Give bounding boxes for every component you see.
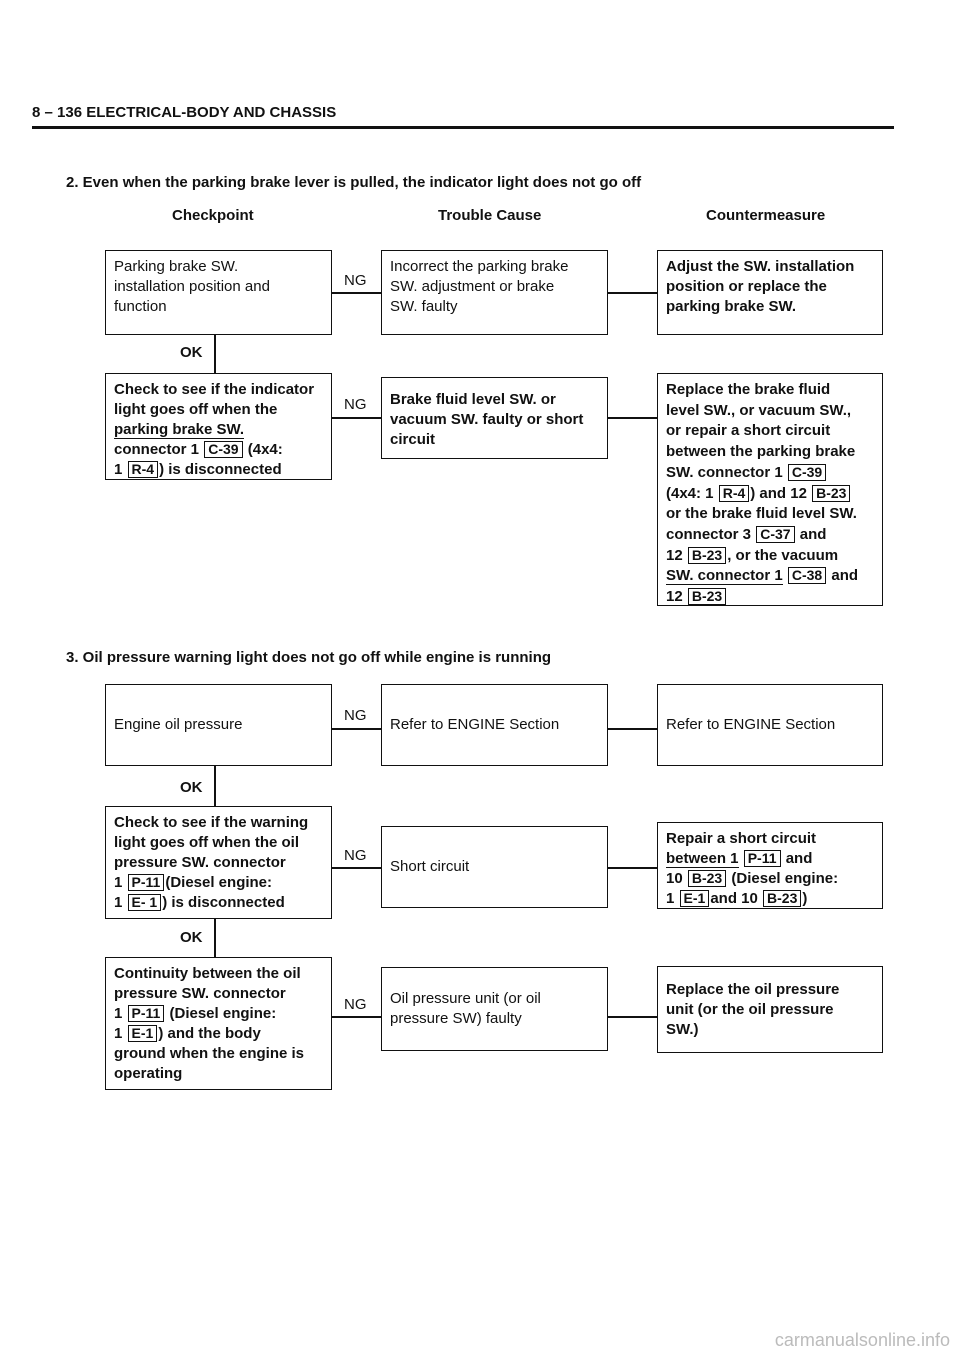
connector-ref: B-23 <box>763 890 801 907</box>
s2-row2-cause-line: vacuum SW. faulty or short <box>390 411 584 428</box>
connector-ref: R-4 <box>719 485 750 502</box>
s3-row2-countermeasure-line <box>666 869 874 889</box>
s3-row3-checkpoint-line <box>114 1004 323 1024</box>
s2-row2-countermeasure-line <box>666 546 874 567</box>
s2-row2-text: parking brake SW. <box>114 421 245 438</box>
s2-row1-ng-label: NG <box>344 272 367 289</box>
s3-row3-text: (Diesel engine: <box>169 1005 277 1022</box>
s3-row2-ng-label: NG <box>344 847 367 864</box>
s3-row1-ng-label: NG <box>344 707 367 724</box>
s3-row3-countermeasure-lines <box>666 980 839 1040</box>
s3-row3-ng-label: NG <box>344 996 367 1013</box>
s3-row2-ng-connector <box>332 867 381 869</box>
s2-row2-countermeasure-line: or repair a short circuit <box>666 422 831 440</box>
s3-row3-checkpoint-line: pressure SW. connector <box>114 985 286 1002</box>
s3-ok1-label: OK <box>180 779 203 796</box>
s3-row2-measure-text: and <box>785 850 813 867</box>
s3-ok2-label: OK <box>180 929 203 946</box>
connector-ref: P-11 <box>128 1005 165 1022</box>
s2-row2-text: connector 1 <box>114 441 200 458</box>
s2-row2-countermeasure-line <box>666 484 874 505</box>
s2-row1-cause-line: SW. faulty <box>390 298 458 315</box>
s2-ok-connector <box>214 335 216 373</box>
s3-ok2-connector <box>214 919 216 957</box>
s3-row1-checkpoint-text: Engine oil pressure <box>114 716 243 733</box>
s3-row2-measure-text: 1 <box>666 890 675 907</box>
s2-row1-cause-line: Incorrect the parking brake <box>390 258 569 275</box>
s3-row2-checkpoint-line: pressure SW. connector <box>114 854 286 871</box>
s3-row2-checkpoint-line: light goes off when the oil <box>114 834 299 851</box>
s2-row2-cause-line: Brake fluid level SW. or <box>390 391 556 408</box>
s2-row2-result-connector <box>608 417 657 419</box>
s2-row1-checkpoint-line: Parking brake SW. <box>114 258 239 275</box>
s2-row2-countermeasure-box <box>657 373 883 606</box>
s3-row3-cause-line: pressure SW) faulty <box>390 1010 522 1027</box>
s2-row1-countermeasure-line: position or replace the <box>666 278 827 295</box>
s3-row2-text: 1 <box>114 894 123 911</box>
s2-row2-countermeasure-line <box>666 463 874 484</box>
s3-row3-cause-line: Oil pressure unit (or oil <box>390 990 541 1007</box>
connector-ref: P-11 <box>744 850 781 867</box>
s2-row2-measure-text: 12 <box>666 588 683 606</box>
s3-row2-countermeasure-line <box>666 849 874 869</box>
connector-ref: B-23 <box>812 485 850 502</box>
s3-row2-measure-text: ) <box>802 890 808 907</box>
s3-row3-checkpoint-box <box>105 957 332 1090</box>
s3-row1-cause-text: Refer to ENGINE Section <box>390 716 560 733</box>
connector-ref: C-39 <box>204 441 242 458</box>
s3-row1-checkpoint-box <box>105 684 332 766</box>
connector-ref: E-1 <box>680 890 710 907</box>
s3-row3-text: 1 <box>114 1005 123 1022</box>
s3-row3-checkpoint-line: Continuity between the oil <box>114 965 301 982</box>
s3-row3-countermeasure-box <box>657 966 883 1053</box>
s2-row2-countermeasure-line: between the parking brake <box>666 443 856 461</box>
watermark-text: carmanualsonline.info <box>774 1330 950 1350</box>
s2-row1-cause-box <box>381 250 608 335</box>
connector-ref: C-38 <box>788 567 826 584</box>
s3-row3-checkpoint-line: ground when the engine is <box>114 1045 305 1062</box>
s3-row2-text: (Diesel engine: <box>165 874 273 891</box>
s2-row2-measure-text: ) and 12 <box>750 484 807 502</box>
s3-row3-text: 1 <box>114 1025 123 1042</box>
s2-row1-checkpoint-line: installation position and <box>114 278 270 295</box>
s2-row1-checkpoint-box <box>105 250 332 335</box>
s3-row3-ng-connector <box>332 1016 381 1018</box>
s2-row2-text: 1 <box>114 461 123 478</box>
section-3-title: 3. Oil pressure warning light does not go off while engine is running <box>66 649 552 666</box>
s2-row2-countermeasure-line <box>666 587 874 608</box>
s2-row2-ng-connector <box>332 417 381 419</box>
s2-row2-countermeasure-line <box>666 566 874 587</box>
connector-ref: C-37 <box>756 526 794 543</box>
s3-row2-countermeasure-line: Repair a short circuit <box>666 830 817 847</box>
s3-row3-cause-lines <box>390 989 541 1029</box>
s2-row2-cause-box <box>381 377 608 459</box>
s3-row1-countermeasure-text: Refer to ENGINE Section <box>666 716 836 733</box>
s3-row1-cause-box <box>381 684 608 766</box>
s3-row2-cause-box <box>381 826 608 908</box>
s2-row2-measure-text: (4x4: 1 <box>666 484 714 502</box>
s3-row1-result-connector <box>608 728 657 730</box>
connector-ref: E-1 <box>128 1025 158 1042</box>
s3-row2-measure-text: 10 <box>666 870 683 887</box>
s3-row2-checkpoint-box <box>105 806 332 919</box>
s3-row2-result-connector <box>608 867 657 869</box>
s2-row2-countermeasure-line: Replace the brake fluid <box>666 381 831 398</box>
column-header-countermeasure: Countermeasure <box>706 207 826 224</box>
s2-row2-measure-text: 12 <box>666 546 683 564</box>
s3-row3-checkpoint-line <box>114 1024 323 1044</box>
s3-row2-measure-text: and 10 <box>710 890 758 907</box>
s3-row2-cause-text: Short circuit <box>390 858 470 875</box>
s3-row2-checkpoint-line <box>114 893 323 913</box>
s2-row2-countermeasure-line <box>666 525 874 546</box>
s2-row2-cause-line: circuit <box>390 431 436 448</box>
s2-row2-countermeasure-line: level SW., or vacuum SW., <box>666 401 852 419</box>
connector-ref: R-4 <box>128 461 159 478</box>
s2-row1-checkpoint-line: function <box>114 298 167 315</box>
header-divider <box>32 126 894 129</box>
column-header-checkpoint: Checkpoint <box>172 207 254 224</box>
s2-row2-checkpoint-line <box>114 420 323 440</box>
connector-ref: B-23 <box>688 870 726 887</box>
s3-row2-measure-text: (Diesel engine: <box>731 870 839 887</box>
s3-row2-checkpoint-line: Check to see if the warning <box>114 814 309 831</box>
section-2-title: 2. Even when the parking brake lever is pulled, the indicator light does not go off <box>66 174 642 191</box>
s3-row3-countermeasure-line: unit (or the oil pressure <box>666 1000 834 1018</box>
page-header-title: 8 – 136 ELECTRICAL-BODY AND CHASSIS <box>32 104 337 121</box>
connector-ref: E- 1 <box>128 894 162 911</box>
connector-ref: B-23 <box>688 547 726 564</box>
s2-row2-ng-label: NG <box>344 396 367 413</box>
s2-ok-label: OK <box>180 344 203 361</box>
connector-ref: C-39 <box>788 464 826 481</box>
s2-row2-measure-text: SW. connector 1 <box>666 463 783 481</box>
s3-ok1-connector <box>214 766 216 806</box>
s3-row1-countermeasure-box <box>657 684 883 766</box>
s3-row1-ng-connector <box>332 728 381 730</box>
connector-ref: B-23 <box>688 588 726 605</box>
column-header-trouble-cause: Trouble Cause <box>438 207 542 224</box>
s2-row2-measure-text: connector 3 <box>666 525 752 543</box>
s3-row3-text: ) and the body <box>158 1025 261 1042</box>
s3-row3-countermeasure-line: SW.) <box>666 1020 699 1038</box>
s3-row3-checkpoint-line: operating <box>114 1065 183 1082</box>
s2-row1-countermeasure-box <box>657 250 883 335</box>
connector-ref: P-11 <box>128 874 165 891</box>
s2-row2-measure-text: and <box>831 567 859 585</box>
s2-row1-countermeasure-line: parking brake SW. <box>666 298 797 315</box>
s3-row3-countermeasure-line: Replace the oil pressure <box>666 980 840 998</box>
s2-row2-measure-text: and <box>799 525 827 543</box>
s2-row1-cause-line: SW. adjustment or brake <box>390 278 555 295</box>
s3-row3-cause-box <box>381 967 608 1051</box>
s3-row2-text: 1 <box>114 874 123 891</box>
s3-row2-countermeasure-box <box>657 822 883 909</box>
s3-row2-checkpoint-line <box>114 873 323 893</box>
s3-row2-countermeasure-line <box>666 889 874 909</box>
s3-row2-measure-text: between 1 <box>666 850 739 867</box>
s2-row2-checkpoint-line: light goes off when the <box>114 401 278 418</box>
s2-row2-text: (4x4: <box>247 441 283 458</box>
s2-row2-measure-text: SW. connector 1 <box>666 567 783 585</box>
s2-row2-measure-text: , or the vacuum <box>727 546 839 564</box>
s3-row3-result-connector <box>608 1016 657 1018</box>
s2-row2-checkpoint-line: Check to see if the indicator <box>114 381 315 398</box>
s2-row1-result-connector <box>608 292 657 294</box>
s2-row2-checkpoint-line <box>114 460 323 480</box>
s2-row1-countermeasure-line: Adjust the SW. installation <box>666 258 855 275</box>
s2-row2-text: ) is disconnected <box>159 461 282 478</box>
s3-row2-text: ) is disconnected <box>162 894 285 911</box>
s2-row2-checkpoint-line <box>114 440 323 460</box>
s2-row2-countermeasure-line: or the brake fluid level SW. <box>666 505 857 523</box>
s2-row1-ng-connector <box>332 292 381 294</box>
s2-row2-checkpoint-box <box>105 373 332 480</box>
